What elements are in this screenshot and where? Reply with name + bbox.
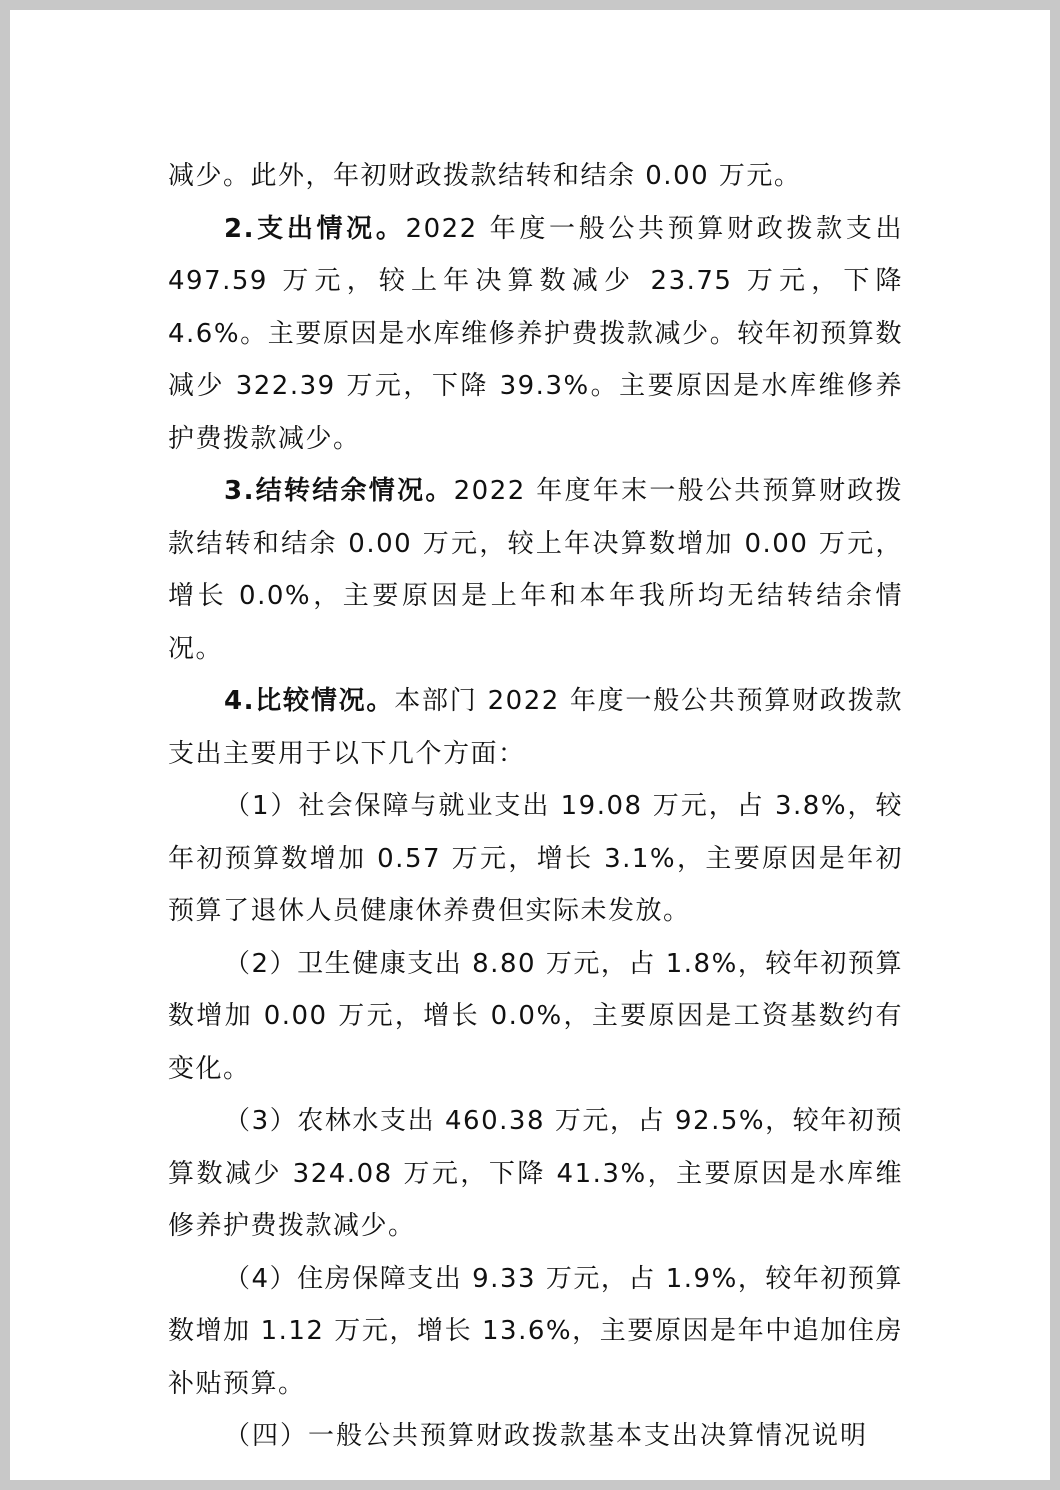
paragraph-item-agriculture	[168, 1095, 903, 1253]
paragraph-item-social-security	[168, 780, 903, 938]
paragraph-text: （4）住房保障支出 9.33 万元，占 1.9%，较年初预算数增加 1.12 万元，增长 13.6%，主要原因是年中追加住房补贴预算。	[168, 1263, 903, 1399]
paragraph-heading: 2.支出情况。	[224, 213, 406, 244]
paragraph-item-housing	[168, 1253, 903, 1411]
document-body	[168, 150, 903, 1463]
paragraph-heading: 4.比较情况。	[224, 686, 395, 716]
paragraph-text: （1）社会保障与就业支出 19.08 万元，占 3.8%，较年初预算数增加 0.57 万元，增长 3.1%，主要原因是年初预算了退休人员健康休养费但实际未发放。	[168, 791, 903, 926]
paragraph-text: （3）农林水支出 460.38 万元，占 92.5%，较年初预算数减少 324.08 万元，下降 41.3%，主要原因是水库维修养护费拨款减少。	[168, 1106, 903, 1241]
paragraph-text: （2）卫生健康支出 8.80 万元，占 1.8%，较年初预算数增加 0.00 万元，增长 0.0%，主要原因是工资基数约有变化。	[168, 948, 903, 1084]
paragraph-expenditure	[168, 203, 903, 466]
paragraph-item-health	[168, 938, 903, 1096]
paragraph-carryover	[168, 465, 903, 675]
paragraph-text: 2022 年度年末一般公共预算财政拨款结转和结余 0.00 万元，较上年决算数增加 0.00 万元，增长 0.0%，主要原因是上年和本年我所均无结转结余情况。	[168, 476, 904, 664]
paragraph-text: 减少。此外，年初财政拨款结转和结余 0.00 万元。	[168, 161, 802, 191]
document-page	[10, 10, 1050, 1480]
paragraph-text: 2022 年度一般公共预算财政拨款支出 497.59 万元，较上年决算数减少 23.75 万元，下降 4.6%。主要原因是水库维修养护费拨款减少。较年初预算数减少 322.39 万元，下降 39.3%。主要原因是水库维修养护费拨款减少。	[168, 213, 903, 454]
paragraph-text: 本部门 2022 年度一般公共预算财政拨款支出主要用于以下几个方面：	[168, 686, 904, 769]
paragraph-comparison	[168, 675, 903, 780]
paragraph-continuation	[168, 150, 903, 203]
paragraph-heading: 3.结转结余情况。	[224, 476, 454, 506]
section-heading-text: （四）一般公共预算财政拨款基本支出决算情况说明	[224, 1421, 869, 1451]
section-heading	[168, 1410, 903, 1463]
